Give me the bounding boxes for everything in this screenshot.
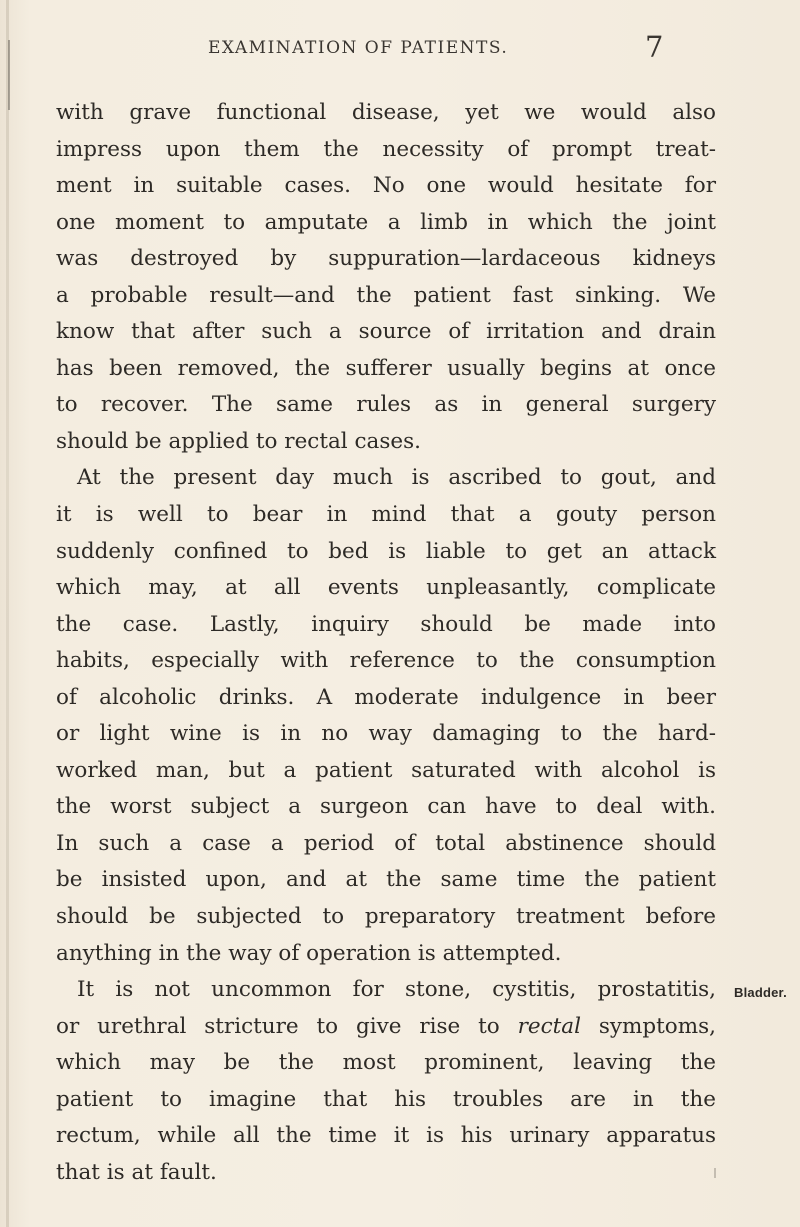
page-number: 7 [645,30,664,64]
page-gutter-edge [6,0,9,1227]
text-line: impress upon them the necessity of prompt treat- [56,136,716,162]
margin-note: Bladder. [734,985,787,1000]
text-line: of alcoholic drinks. A moderate indulgence in beer [56,684,716,710]
text-line: it is well to bear in mind that a gouty person [56,502,716,528]
text-line: to recover. The same rules as in general surgery [56,392,716,418]
speck-mark [714,1168,716,1178]
text-line: one moment to amputate a limb in which the joint [56,209,716,235]
text-line: or light wine is in no way damaging to the hard- [56,721,716,747]
text-line: habits, especially with reference to the consumption [56,648,716,674]
text-line: suddenly confined to bed is liable to get an attack [56,538,716,564]
text-segment: or urethral stricture to give rise to [56,1013,500,1039]
text-line [56,1009,716,1046]
text-line: which may, at all events unpleasantly, complicate [56,575,716,601]
text-line: At the present day much is ascribed to gout, and [77,465,716,491]
text-line: was destroyed by suppuration—lardaceous kidneys [56,246,716,272]
text-line: be insisted upon, and at the same time the patient [56,867,716,893]
text-line: anything in the way of operation is attempted. [56,940,562,966]
text-line: rectum, while all the time it is his urinary apparatus [56,1123,716,1149]
text-line: has been removed, the sufferer usually begins at once [56,355,716,381]
text-line: with grave functional disease, yet we would also [56,100,716,125]
text-line: In such a case a period of total abstinence should [56,830,716,856]
text-line: that is at fault. [56,1159,217,1185]
text-line: It is not uncommon for stone, cystitis, prostatitis, [77,977,716,1003]
text-line: the worst subject a surgeon can have to deal with. [56,794,716,820]
edge-mark [8,40,10,110]
text-line: should be applied to rectal cases. [56,428,421,454]
text-line: which may be the most prominent, leaving the [56,1050,716,1076]
text-line: the case. Lastly, inquiry should be made into [56,611,716,637]
text-segment: symptoms, [598,1013,716,1039]
body-text [56,95,716,1191]
text-line: a probable result—and the patient fast sinking. We [56,282,716,308]
text-line: should be subjected to preparatory treatment before [56,904,716,930]
running-title: EXAMINATION OF PATIENTS. [208,38,509,58]
text-line: worked man, but a patient saturated with alcohol is [56,757,716,783]
text-line: know that after such a source of irritation and drain [56,319,716,345]
italic-word: rectal [517,1013,581,1039]
text-line: patient to imagine that his troubles are in the [56,1086,716,1112]
text-line: ment in suitable cases. No one would hesitate for [56,173,716,199]
